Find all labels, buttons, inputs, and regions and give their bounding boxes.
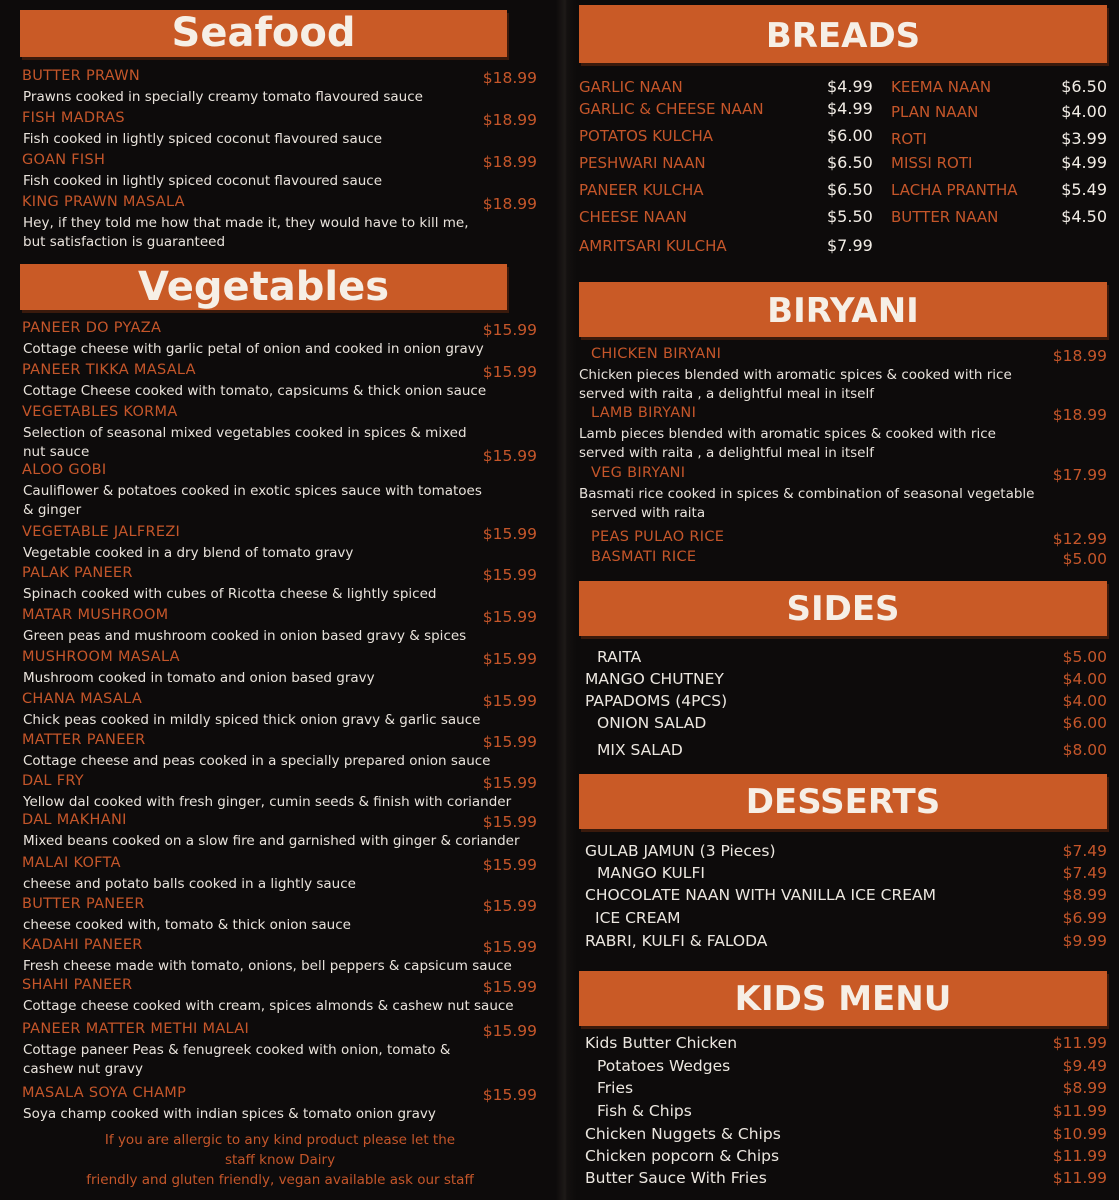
bread-item-price: $5.50 [827,207,873,226]
kids-item-price: $11.99 [1052,1169,1107,1187]
menu-item-description: Fresh cheese made with tomato, onions, bell peppers & capsicum sauce [23,958,512,974]
menu-item-description: Selection of seasonal mixed vegetables cooked in spices & mixed [23,425,467,441]
menu-item-price: $15.99 [482,447,537,465]
menu-item-price: $15.99 [482,650,537,668]
menu-item-name: CHANA MASALA [22,691,143,707]
bread-item-price: $5.49 [1061,180,1107,199]
desserts-item-name: CHOCOLATE NAAN WITH VANILLA ICE CREAM [585,886,936,904]
menu-item-name: BUTTER PRAWN [22,68,141,84]
menu-item-name: GOAN FISH [22,152,106,168]
menu-item-description: Prawns cooked in specially creamy tomato flavoured sauce [23,89,423,105]
biryani-item-description: served with raita , a delightful meal in itself [579,445,874,461]
sides-item-name: RAITA [597,648,642,666]
seafood-banner [20,10,507,57]
menu-item-description: Fish cooked in lightly spiced coconut flavoured sauce [23,173,383,189]
menu-item-description: Mixed beans cooked on a slow fire and garnished with ginger & coriander [23,833,520,849]
sides-item-price: $4.00 [1062,692,1107,710]
biryani-item-price: $18.99 [1052,347,1107,365]
bread-item-name: AMRITSARI KULCHA [579,237,727,255]
menu-item-description: & ginger [23,502,82,518]
menu-item-description: but satisfaction is guaranteed [23,234,226,250]
bread-item-price: $4.99 [827,77,873,96]
bread-item-price: $7.99 [827,236,873,255]
bread-item-price: $4.99 [1061,153,1107,172]
bread-item-price: $4.99 [827,99,873,118]
kids-item-name: Butter Sauce With Fries [585,1169,767,1187]
rice-item-price: $12.99 [1052,530,1107,548]
menu-item-description: cashew nut gravy [23,1061,143,1077]
menu-item-description: Cottage Cheese cooked with tomato, capsicums & thick onion sauce [23,383,487,399]
desserts-item-name: ICE CREAM [595,909,681,927]
desserts-item-price: $7.49 [1062,842,1107,860]
vegetables-title: Vegetables [137,264,390,310]
sides-banner [579,581,1107,636]
bread-item-name: GARLIC & CHEESE NAAN [579,100,764,118]
biryani-item-description: Chicken pieces blended with aromatic spices & cooked with rice [579,367,1012,383]
bread-item-name: MISSI ROTI [891,154,973,172]
menu-item-description: Cottage cheese with garlic petal of onion and cooked in onion gravy [23,341,484,357]
menu-item-description: Fish cooked in lightly spiced coconut flavoured sauce [23,131,383,147]
bread-item-price: $6.50 [1061,77,1107,96]
menu-item-price: $15.99 [482,813,537,831]
kids-item-name: Chicken Nuggets & Chips [585,1125,781,1143]
bread-item-name: KEEMA NAAN [891,78,992,96]
menu-item-price: $15.99 [482,856,537,874]
menu-item-name: KING PRAWN MASALA [22,194,185,210]
menu-item-price: $15.99 [482,321,537,339]
biryani-item-name: CHICKEN BIRYANI [591,346,722,362]
sides-item-price: $4.00 [1062,670,1107,688]
allergy-note-line: staff know Dairy [224,1152,336,1168]
desserts-item-name: GULAB JAMUN (3 Pieces) [585,842,776,860]
menu-item-name: FISH MADRAS [22,110,125,126]
menu-item-name: BUTTER PANEER [22,896,145,912]
kids-item-name: Chicken popcorn & Chips [585,1147,780,1165]
menu-item-price: $15.99 [482,733,537,751]
breads-title: BREADS [765,16,921,56]
menu-item-name: MATTER PANEER [22,732,146,748]
allergy-note-line: If you are allergic to any kind product please let the [104,1132,456,1148]
menu-item-description: Yellow dal cooked with fresh ginger, cumin seeds & finish with coriander [23,794,512,810]
menu-item-description: Chick peas cooked in mildly spiced thick onion gravy & garlic sauce [23,712,481,728]
menu-item-name: VEGETABLE JALFREZI [22,524,181,540]
desserts-item-price: $6.99 [1062,909,1107,927]
desserts-title: DESSERTS [745,782,941,822]
seafood-title: Seafood [171,10,356,56]
menu-item-name: PALAK PANEER [22,565,133,581]
bread-item-name: PLAN NAAN [891,103,979,121]
kids-item-name: Potatoes Wedges [597,1057,731,1075]
bread-item-name: LACHA PRANTHA [891,181,1018,199]
biryani-item-description: Basmati rice cooked in spices & combination of seasonal vegetable [579,486,1035,502]
kids-item-price: $8.99 [1062,1079,1107,1097]
desserts-banner [579,774,1107,829]
menu-item-name: MUSHROOM MASALA [22,649,180,665]
menu-item-name: VEGETABLES KORMA [22,404,178,420]
menu-item-description: nut sauce [23,444,90,460]
biryani-item-description: Lamb pieces blended with aromatic spices & cooked with rice [579,426,996,442]
menu-item-name: PANEER MATTER METHI MALAI [22,1021,250,1037]
menu-item-price: $18.99 [482,111,537,129]
sides-item-name: PAPADOMS (4PCS) [585,692,728,710]
menu-item-name: MASALA SOYA CHAMP [22,1085,187,1101]
rice-item-name: BASMATI RICE [591,549,697,565]
rice-item-price: $5.00 [1062,550,1107,568]
bread-item-name: ROTI [891,130,927,148]
menu-item-description: cheese and potato balls cooked in a lightly sauce [23,876,356,892]
kids-item-name: Fish & Chips [597,1102,692,1120]
desserts-item-name: RABRI, KULFI & FALODA [585,932,768,950]
page-fold [556,0,576,1200]
menu-item-description: Green peas and mushroom cooked in onion based gravy & spices [23,628,467,644]
menu-item-price: $18.99 [482,153,537,171]
bread-item-name: PESHWARI NAAN [579,154,706,172]
kids-item-price: $10.99 [1052,1125,1107,1143]
menu-item-price: $15.99 [482,1022,537,1040]
menu-item-price: $15.99 [482,897,537,915]
bread-item-price: $4.00 [1061,102,1107,121]
kids-menu-banner [579,971,1107,1026]
menu-item-price: $15.99 [482,774,537,792]
kids-item-name: Fries [597,1079,634,1097]
menu-item-price: $15.99 [482,938,537,956]
menu-item-price: $15.99 [482,525,537,543]
menu-item-price: $18.99 [482,69,537,87]
biryani-item-price: $17.99 [1052,466,1107,484]
bread-item-name: CHEESE NAAN [579,208,687,226]
sides-item-name: MANGO CHUTNEY [585,670,724,688]
biryani-item-name: LAMB BIRYANI [591,405,697,421]
kids-item-price: $11.99 [1052,1034,1107,1052]
sides-title: SIDES [786,589,900,629]
bread-item-price: $6.50 [827,153,873,172]
menu-item-name: KADAHI PANEER [22,937,143,953]
allergy-note [40,1130,520,1190]
sides-item-name: MIX SALAD [597,741,683,759]
desserts-item-price: $8.99 [1062,886,1107,904]
menu-item-price: $15.99 [482,566,537,584]
menu-item-description: Hey, if they told me how that made it, they would have to kill me, [23,215,469,231]
menu-item-price: $15.99 [482,692,537,710]
menu-item-price: $15.99 [482,978,537,996]
bread-item-price: $6.00 [827,126,873,145]
kids-item-price: $11.99 [1052,1102,1107,1120]
kids-item-price: $11.99 [1052,1147,1107,1165]
menu-item-name: ALOO GOBI [22,462,107,478]
menu-item-name: MATAR MUSHROOM [22,607,169,623]
desserts-item-price: $9.99 [1062,932,1107,950]
kids-menu-title: KIDS MENU [734,979,952,1019]
biryani-item-price: $18.99 [1052,406,1107,424]
menu-item-price: $15.99 [482,608,537,626]
desserts-item-price: $7.49 [1062,864,1107,882]
bread-item-price: $6.50 [827,180,873,199]
menu-item-description: Vegetable cooked in a dry blend of tomato gravy [23,545,354,561]
bread-item-price: $4.50 [1061,207,1107,226]
menu-item-description: cheese cooked with, tomato & thick onion sauce [23,917,351,933]
sides-item-price: $5.00 [1062,648,1107,666]
menu-item-description: Spinach cooked with cubes of Ricotta cheese & lightly spiced [23,586,437,602]
menu-item-description: Cottage paneer Peas & fenugreek cooked with onion, tomato & [23,1042,451,1058]
menu-item-price: $18.99 [482,195,537,213]
menu-item-description: Mushroom cooked in tomato and onion based gravy [23,670,375,686]
bread-item-name: POTATOS KULCHA [579,127,713,145]
menu-item-description: Soya champ cooked with indian spices & tomato onion gravy [23,1106,436,1122]
sides-item-price: $8.00 [1062,741,1107,759]
desserts-item-name: MANGO KULFI [597,864,705,882]
menu-item-price: $15.99 [482,1086,537,1104]
kids-item-price: $9.49 [1062,1057,1107,1075]
menu-item-description: Cauliflower & potatoes cooked in exotic spices sauce with tomatoes [23,483,482,499]
biryani-title: BIRYANI [767,291,919,331]
breads-banner [579,5,1107,63]
bread-item-price: $3.99 [1061,129,1107,148]
rice-item-name: PEAS PULAO RICE [591,529,725,545]
sides-item-name: ONION SALAD [597,714,707,732]
kids-item-name: Kids Butter Chicken [585,1034,738,1052]
biryani-item-description: served with raita , a delightful meal in itself [579,386,874,402]
biryani-banner [579,282,1107,337]
bread-item-name: PANEER KULCHA [579,181,704,199]
vegetables-banner [20,264,507,310]
menu-item-description: Cottage cheese and peas cooked in a specially prepared onion sauce [23,753,491,769]
menu-item-name: SHAHI PANEER [22,977,133,993]
allergy-note-line: friendly and gluten friendly, vegan available ask our staff [86,1172,474,1188]
bread-item-name: BUTTER NAAN [891,208,999,226]
menu-item-description: Cottage cheese cooked with cream, spices almonds & cashew nut sauce [23,998,514,1014]
menu-item-name: DAL MAKHANI [22,812,127,828]
biryani-item-name: VEG BIRYANI [591,465,686,481]
menu-item-name: PANEER DO PYAZA [22,320,162,336]
bread-item-name: GARLIC NAAN [579,78,683,96]
menu-item-name: PANEER TIKKA MASALA [22,362,196,378]
sides-item-price: $6.00 [1062,714,1107,732]
menu-item-price: $15.99 [482,363,537,381]
menu-item-name: DAL FRY [22,773,84,789]
menu-item-name: MALAI KOFTA [22,855,121,871]
biryani-item-description: served with raita [591,505,706,521]
